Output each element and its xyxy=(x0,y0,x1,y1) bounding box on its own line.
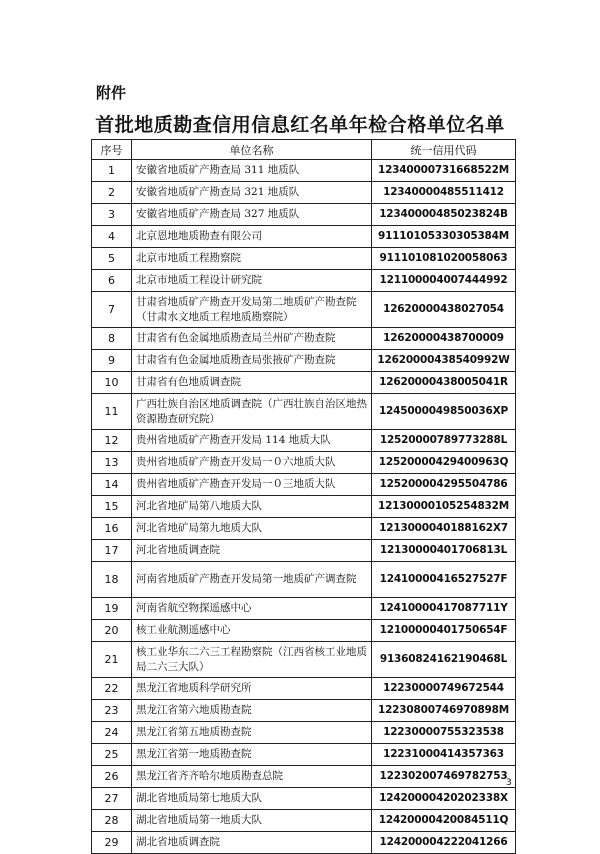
credit-code-cell: 12620000438005041R xyxy=(372,372,516,394)
page-number: 3 xyxy=(506,778,512,788)
unit-name-cell: 贵州省地质矿产勘查开发局一０三地质大队 xyxy=(132,474,372,496)
header-unit-name: 单位名称 xyxy=(132,140,372,160)
credit-code-cell: 12130000105254832M xyxy=(372,496,516,518)
table-row xyxy=(92,766,516,788)
credit-code-cell: 12420000420202338X xyxy=(372,788,516,810)
table-row xyxy=(92,394,516,430)
table-row xyxy=(92,160,516,182)
unit-name-cell: 广西壮族自治区地质调查院（广西壮族自治区地热资源勘查研究院） xyxy=(132,394,372,430)
attachment-label: 附件 xyxy=(96,84,127,102)
table-row xyxy=(92,832,516,854)
table-row xyxy=(92,328,516,350)
table-row xyxy=(92,226,516,248)
seq-cell: 11 xyxy=(92,394,132,430)
unit-name-cell: 核工业航测遥感中心 xyxy=(132,620,372,642)
credit-code-cell: 91110105330305384M xyxy=(372,226,516,248)
unit-name-cell: 安徽省地质矿产勘查局 311 地质队 xyxy=(132,160,372,182)
unit-name-cell: 甘肃省地质矿产勘查开发局第二地质矿产勘查院（甘肃水文地质工程地质勘察院） xyxy=(132,292,372,328)
credit-code-cell: 1213000040188162X7 xyxy=(372,518,516,540)
seq-cell: 13 xyxy=(92,452,132,474)
table-row xyxy=(92,562,516,598)
unit-name-cell: 河北省地矿局第九地质大队 xyxy=(132,518,372,540)
seq-cell: 22 xyxy=(92,678,132,700)
credit-code-cell: 12620000438540992W xyxy=(372,350,516,372)
credit-code-cell: 12231000414357363 xyxy=(372,744,516,766)
credit-code-cell: 1245000049850036XP xyxy=(372,394,516,430)
unit-name-cell: 河南省航空物探遥感中心 xyxy=(132,598,372,620)
table-row xyxy=(92,204,516,226)
seq-cell: 26 xyxy=(92,766,132,788)
credit-code-cell: 12230800746970898M xyxy=(372,700,516,722)
seq-cell: 27 xyxy=(92,788,132,810)
credit-code-cell: 911101081020058063 xyxy=(372,248,516,270)
unit-name-cell: 河北省地质调查院 xyxy=(132,540,372,562)
table-row xyxy=(92,598,516,620)
table-row xyxy=(92,620,516,642)
seq-cell: 10 xyxy=(92,372,132,394)
table-row xyxy=(92,372,516,394)
unit-name-cell: 北京市地质工程勘察院 xyxy=(132,248,372,270)
unit-name-cell: 甘肃省有色金属地质勘查局兰州矿产勘查院 xyxy=(132,328,372,350)
unit-name-cell: 核工业华东二六三工程勘察院（江西省核工业地质局二六三大队） xyxy=(132,642,372,678)
credit-code-cell: 91360824162190468L xyxy=(372,642,516,678)
seq-cell: 18 xyxy=(92,562,132,598)
table-row xyxy=(92,788,516,810)
seq-cell: 8 xyxy=(92,328,132,350)
table-row xyxy=(92,248,516,270)
unit-name-cell: 河北省地矿局第八地质大队 xyxy=(132,496,372,518)
seq-cell: 2 xyxy=(92,182,132,204)
unit-name-cell: 甘肃省有色地质调查院 xyxy=(132,372,372,394)
credit-code-cell: 12230000755323538 xyxy=(372,722,516,744)
credit-code-cell: 12340000485511412 xyxy=(372,182,516,204)
unit-name-cell: 湖北省地质调查院 xyxy=(132,832,372,854)
seq-cell: 14 xyxy=(92,474,132,496)
unit-name-cell: 黑龙江省地质科学研究所 xyxy=(132,678,372,700)
credit-code-cell: 12100000401750654F xyxy=(372,620,516,642)
seq-cell: 24 xyxy=(92,722,132,744)
credit-code-cell: 12340000485023824B xyxy=(372,204,516,226)
credit-code-cell: 12620000438027054 xyxy=(372,292,516,328)
credit-code-cell: 12410000416527527F xyxy=(372,562,516,598)
unit-name-cell: 安徽省地质矿产勘查局 327 地质队 xyxy=(132,204,372,226)
table-header-row xyxy=(92,140,516,160)
table-row xyxy=(92,182,516,204)
unit-name-cell: 安徽省地质矿产勘查局 321 地质队 xyxy=(132,182,372,204)
unit-name-cell: 北京市地质工程设计研究院 xyxy=(132,270,372,292)
credit-code-cell: 121100004007444992 xyxy=(372,270,516,292)
unit-name-cell: 河南省地质矿产勘查开发局第一地质矿产调查院 xyxy=(132,562,372,598)
seq-cell: 5 xyxy=(92,248,132,270)
table-row xyxy=(92,350,516,372)
credit-code-cell: 12410000417087711Y xyxy=(372,598,516,620)
credit-code-cell: 12230000749672544 xyxy=(372,678,516,700)
seq-cell: 4 xyxy=(92,226,132,248)
seq-cell: 17 xyxy=(92,540,132,562)
unit-name-cell: 黑龙江省第六地质勘查院 xyxy=(132,700,372,722)
unit-name-cell: 黑龙江省齐齐哈尔地质勘查总院 xyxy=(132,766,372,788)
table-row xyxy=(92,700,516,722)
credit-code-cell: 12520000429400963Q xyxy=(372,452,516,474)
unit-table xyxy=(91,139,516,854)
document-title: 首批地质勘查信用信息红名单年检合格单位名单 xyxy=(95,114,505,136)
seq-cell: 19 xyxy=(92,598,132,620)
seq-cell: 15 xyxy=(92,496,132,518)
table-row xyxy=(92,744,516,766)
unit-name-cell: 湖北省地质局第一地质大队 xyxy=(132,810,372,832)
unit-name-cell: 甘肃省有色金属地质勘查局张掖矿产勘查院 xyxy=(132,350,372,372)
table-row xyxy=(92,678,516,700)
credit-code-cell: 12340000731668522M xyxy=(372,160,516,182)
table-row xyxy=(92,270,516,292)
unit-name-cell: 贵州省地质矿产勘查开发局 114 地质大队 xyxy=(132,430,372,452)
table-row xyxy=(92,540,516,562)
seq-cell: 21 xyxy=(92,642,132,678)
seq-cell: 1 xyxy=(92,160,132,182)
table-row xyxy=(92,452,516,474)
table-row xyxy=(92,474,516,496)
seq-cell: 28 xyxy=(92,810,132,832)
credit-code-cell: 122302007469782753 xyxy=(372,766,516,788)
seq-cell: 20 xyxy=(92,620,132,642)
table-row xyxy=(92,642,516,678)
header-credit-code: 统一信用代码 xyxy=(372,140,516,160)
unit-name-cell: 北京恩地地质勘查有限公司 xyxy=(132,226,372,248)
seq-cell: 6 xyxy=(92,270,132,292)
credit-code-cell: 125200004295504786 xyxy=(372,474,516,496)
table-row xyxy=(92,722,516,744)
seq-cell: 7 xyxy=(92,292,132,328)
seq-cell: 12 xyxy=(92,430,132,452)
table-row xyxy=(92,810,516,832)
table-row xyxy=(92,430,516,452)
credit-code-cell: 12620000438700009 xyxy=(372,328,516,350)
seq-cell: 29 xyxy=(92,832,132,854)
header-seq: 序号 xyxy=(92,140,132,160)
credit-code-cell: 12420000420084511Q xyxy=(372,810,516,832)
seq-cell: 25 xyxy=(92,744,132,766)
seq-cell: 9 xyxy=(92,350,132,372)
seq-cell: 16 xyxy=(92,518,132,540)
credit-code-cell: 12520000789773288L xyxy=(372,430,516,452)
seq-cell: 3 xyxy=(92,204,132,226)
unit-name-cell: 黑龙江省第五地质勘查院 xyxy=(132,722,372,744)
credit-code-cell: 124200004222041266 xyxy=(372,832,516,854)
credit-code-cell: 12130000401706813L xyxy=(372,540,516,562)
unit-name-cell: 贵州省地质矿产勘查开发局一０六地质大队 xyxy=(132,452,372,474)
seq-cell: 23 xyxy=(92,700,132,722)
unit-name-cell: 湖北省地质局第七地质大队 xyxy=(132,788,372,810)
table-row xyxy=(92,292,516,328)
table-row xyxy=(92,496,516,518)
table-row xyxy=(92,518,516,540)
unit-name-cell: 黑龙江省第一地质勘查院 xyxy=(132,744,372,766)
